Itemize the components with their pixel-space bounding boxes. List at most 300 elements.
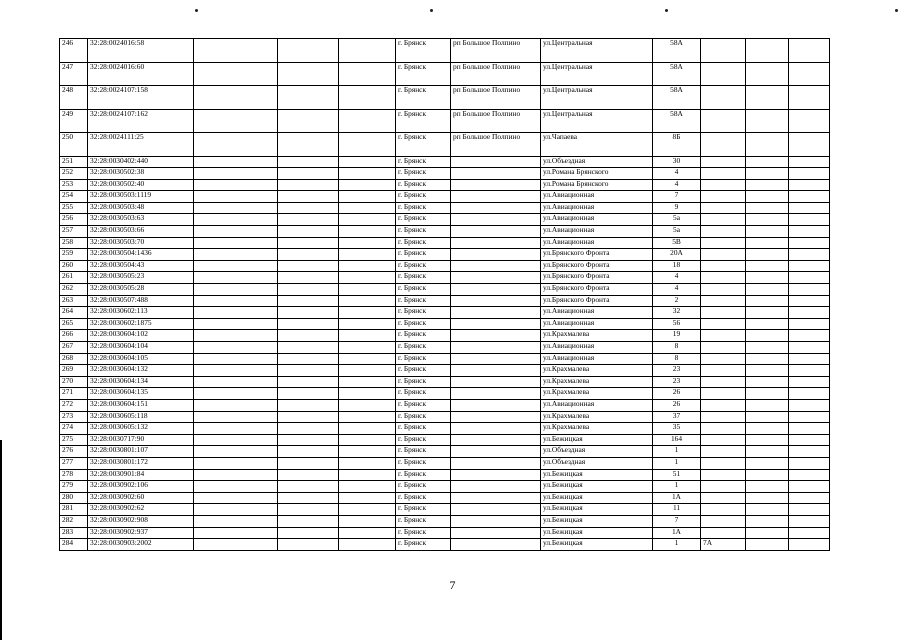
cell-building: [701, 423, 746, 435]
table-row: [60, 156, 830, 168]
table-row: [60, 469, 830, 481]
cell-row-number: 260: [60, 260, 88, 272]
cell-empty: [746, 202, 789, 214]
cell-city: г. Брянск: [396, 202, 451, 214]
page-number: 7: [449, 578, 456, 592]
cell-house: 5а: [653, 214, 701, 226]
cell-city: г. Брянск: [396, 469, 451, 481]
table-row: [60, 434, 830, 446]
cell-row-number: 262: [60, 284, 88, 296]
cell-row-number: 248: [60, 86, 88, 110]
table-row: [60, 492, 830, 504]
cell-empty: [278, 318, 339, 330]
cell-building: [701, 214, 746, 226]
cell-empty: [339, 307, 396, 319]
cell-empty: [194, 539, 278, 551]
cell-empty: [746, 342, 789, 354]
cell-empty: [278, 260, 339, 272]
cell-settlement: [451, 539, 541, 551]
cell-street: ул.Романа Брянского: [541, 179, 653, 191]
cell-row-number: 279: [60, 481, 88, 493]
cell-cadastral-number: 32:28:0030402:440: [88, 156, 194, 168]
cell-empty: [194, 469, 278, 481]
cell-house: 7: [653, 191, 701, 203]
cell-empty: [746, 62, 789, 86]
cell-empty: [339, 249, 396, 261]
cell-empty: [194, 237, 278, 249]
cell-empty: [339, 284, 396, 296]
cell-street: ул.Бежицкая: [541, 515, 653, 527]
cell-empty: [278, 295, 339, 307]
cell-empty: [194, 353, 278, 365]
cell-empty: [278, 202, 339, 214]
cell-empty: [194, 481, 278, 493]
cell-empty: [339, 492, 396, 504]
cell-empty: [789, 179, 830, 191]
cell-empty: [789, 434, 830, 446]
table-row: [60, 133, 830, 157]
cell-house: 7: [653, 515, 701, 527]
table-row: [60, 62, 830, 86]
cell-city: г. Брянск: [396, 109, 451, 133]
cell-city: г. Брянск: [396, 515, 451, 527]
cell-empty: [789, 399, 830, 411]
cell-empty: [339, 539, 396, 551]
cell-building: [701, 388, 746, 400]
cell-cadastral-number: 32:28:0030505:28: [88, 284, 194, 296]
cell-empty: [194, 284, 278, 296]
cell-empty: [789, 388, 830, 400]
cell-empty: [278, 423, 339, 435]
cell-city: г. Брянск: [396, 434, 451, 446]
cell-empty: [789, 353, 830, 365]
cell-empty: [789, 376, 830, 388]
cell-empty: [339, 179, 396, 191]
cell-empty: [278, 237, 339, 249]
cell-settlement: [451, 504, 541, 516]
cell-empty: [194, 434, 278, 446]
cell-row-number: 277: [60, 457, 88, 469]
cell-empty: [278, 365, 339, 377]
cell-row-number: 253: [60, 179, 88, 191]
cell-empty: [194, 295, 278, 307]
cell-empty: [278, 307, 339, 319]
cell-empty: [194, 39, 278, 63]
cell-settlement: [451, 342, 541, 354]
cell-empty: [789, 457, 830, 469]
table-row: [60, 365, 830, 377]
cell-city: г. Брянск: [396, 39, 451, 63]
cell-empty: [746, 353, 789, 365]
cell-empty: [746, 388, 789, 400]
cell-empty: [278, 39, 339, 63]
table-row: [60, 179, 830, 191]
cell-city: г. Брянск: [396, 527, 451, 539]
cell-city: г. Брянск: [396, 179, 451, 191]
cell-empty: [194, 86, 278, 110]
cell-building: [701, 202, 746, 214]
cell-cadastral-number: 32:28:0030503:48: [88, 202, 194, 214]
cell-building: [701, 284, 746, 296]
cell-building: [701, 434, 746, 446]
cell-empty: [789, 284, 830, 296]
cell-cadastral-number: 32:28:0030901:84: [88, 469, 194, 481]
table-row: [60, 388, 830, 400]
cell-settlement: [451, 272, 541, 284]
cell-empty: [746, 284, 789, 296]
cell-empty: [746, 168, 789, 180]
cell-empty: [789, 237, 830, 249]
cell-row-number: 254: [60, 191, 88, 203]
cell-empty: [194, 446, 278, 458]
cell-street: ул.Авиационная: [541, 353, 653, 365]
cell-house: 1А: [653, 492, 701, 504]
cell-empty: [278, 446, 339, 458]
cell-empty: [789, 39, 830, 63]
cell-street: ул.Чапаева: [541, 133, 653, 157]
cell-row-number: 255: [60, 202, 88, 214]
cell-settlement: [451, 307, 541, 319]
cell-row-number: 280: [60, 492, 88, 504]
cell-empty: [339, 399, 396, 411]
cell-street: ул.Авиационная: [541, 191, 653, 203]
cell-empty: [278, 284, 339, 296]
cell-row-number: 278: [60, 469, 88, 481]
cell-row-number: 257: [60, 226, 88, 238]
cell-row-number: 252: [60, 168, 88, 180]
cell-city: г. Брянск: [396, 492, 451, 504]
cell-city: г. Брянск: [396, 318, 451, 330]
cell-city: г. Брянск: [396, 353, 451, 365]
cell-row-number: 267: [60, 342, 88, 354]
cell-empty: [194, 388, 278, 400]
cell-house: 26: [653, 388, 701, 400]
cell-city: г. Брянск: [396, 504, 451, 516]
cell-empty: [789, 226, 830, 238]
cell-row-number: 266: [60, 330, 88, 342]
cell-empty: [789, 156, 830, 168]
cell-empty: [789, 330, 830, 342]
table-row: [60, 446, 830, 458]
cell-settlement: [451, 202, 541, 214]
cell-building: [701, 168, 746, 180]
cell-row-number: 259: [60, 249, 88, 261]
cell-empty: [339, 527, 396, 539]
cell-empty: [278, 62, 339, 86]
cell-empty: [339, 457, 396, 469]
cell-house: 8: [653, 342, 701, 354]
cell-city: г. Брянск: [396, 133, 451, 157]
cell-cadastral-number: 32:28:0030801:107: [88, 446, 194, 458]
cell-settlement: [451, 399, 541, 411]
table-row: [60, 39, 830, 63]
cell-cadastral-number: 32:28:0030605:118: [88, 411, 194, 423]
cell-empty: [278, 376, 339, 388]
cell-empty: [789, 295, 830, 307]
cell-empty: [278, 272, 339, 284]
cell-settlement: рп Большое Полпино: [451, 62, 541, 86]
cell-empty: [339, 342, 396, 354]
cell-empty: [789, 86, 830, 110]
table-row: [60, 527, 830, 539]
table-row: [60, 191, 830, 203]
cell-house: 8Б: [653, 133, 701, 157]
cell-street: ул.Объездная: [541, 156, 653, 168]
cell-house: 18: [653, 260, 701, 272]
cell-empty: [339, 365, 396, 377]
cell-house: 4: [653, 272, 701, 284]
cell-empty: [746, 214, 789, 226]
cell-settlement: [451, 388, 541, 400]
cell-empty: [339, 226, 396, 238]
cell-city: г. Брянск: [396, 330, 451, 342]
cell-row-number: 282: [60, 515, 88, 527]
cell-house: 5а: [653, 226, 701, 238]
cell-city: г. Брянск: [396, 481, 451, 493]
cell-building: [701, 249, 746, 261]
cell-empty: [194, 249, 278, 261]
table-row: [60, 168, 830, 180]
scan-edge-mark: [0, 440, 2, 640]
cell-house: 164: [653, 434, 701, 446]
cell-settlement: [451, 179, 541, 191]
cell-settlement: [451, 446, 541, 458]
cell-row-number: 249: [60, 109, 88, 133]
cell-settlement: рп Большое Полпино: [451, 39, 541, 63]
table-row: [60, 481, 830, 493]
cell-city: г. Брянск: [396, 156, 451, 168]
cell-empty: [339, 423, 396, 435]
cell-street: ул.Авиационная: [541, 237, 653, 249]
cell-building: [701, 318, 746, 330]
table-row: [60, 539, 830, 551]
cell-empty: [278, 481, 339, 493]
cell-cadastral-number: 32:28:0030505:23: [88, 272, 194, 284]
cell-street: ул.Крахмалева: [541, 365, 653, 377]
cell-empty: [789, 411, 830, 423]
cell-empty: [789, 272, 830, 284]
cell-empty: [278, 179, 339, 191]
cell-building: [701, 492, 746, 504]
cell-settlement: [451, 284, 541, 296]
cell-settlement: [451, 515, 541, 527]
table-body: [60, 39, 830, 551]
cell-city: г. Брянск: [396, 272, 451, 284]
cell-empty: [194, 342, 278, 354]
cell-cadastral-number: 32:28:0024107:162: [88, 109, 194, 133]
cell-cadastral-number: 32:28:0030502:38: [88, 168, 194, 180]
cell-empty: [194, 179, 278, 191]
cell-settlement: [451, 295, 541, 307]
cell-empty: [746, 527, 789, 539]
cell-building: [701, 86, 746, 110]
cell-settlement: [451, 260, 541, 272]
cell-row-number: 283: [60, 527, 88, 539]
cell-house: 1: [653, 446, 701, 458]
cell-empty: [194, 504, 278, 516]
cell-street: ул.Авиационная: [541, 342, 653, 354]
cell-street: ул.Брянского Фронта: [541, 272, 653, 284]
cell-row-number: 268: [60, 353, 88, 365]
cell-row-number: 256: [60, 214, 88, 226]
cell-empty: [789, 191, 830, 203]
cell-city: г. Брянск: [396, 191, 451, 203]
cell-empty: [746, 39, 789, 63]
cell-cadastral-number: 32:28:0030504:43: [88, 260, 194, 272]
cell-empty: [339, 133, 396, 157]
table-row: [60, 423, 830, 435]
cell-city: г. Брянск: [396, 62, 451, 86]
cell-cadastral-number: 32:28:0030605:132: [88, 423, 194, 435]
cell-street: ул.Романа Брянского: [541, 168, 653, 180]
table-row: [60, 86, 830, 110]
cell-empty: [746, 330, 789, 342]
cell-empty: [789, 62, 830, 86]
cell-building: [701, 109, 746, 133]
cell-empty: [194, 376, 278, 388]
cell-street: ул.Крахмалева: [541, 330, 653, 342]
cell-building: [701, 179, 746, 191]
cell-row-number: 269: [60, 365, 88, 377]
cell-empty: [789, 168, 830, 180]
cell-empty: [746, 457, 789, 469]
cell-empty: [278, 399, 339, 411]
cell-settlement: [451, 457, 541, 469]
cell-cadastral-number: 32:28:0030801:172: [88, 457, 194, 469]
cell-house: 19: [653, 330, 701, 342]
cell-empty: [789, 527, 830, 539]
cell-row-number: 272: [60, 399, 88, 411]
cell-empty: [746, 272, 789, 284]
cell-city: г. Брянск: [396, 423, 451, 435]
cell-settlement: [451, 191, 541, 203]
cell-settlement: [451, 168, 541, 180]
cell-city: г. Брянск: [396, 249, 451, 261]
cell-city: г. Брянск: [396, 214, 451, 226]
table-row: [60, 202, 830, 214]
cell-empty: [278, 388, 339, 400]
cell-empty: [278, 156, 339, 168]
cell-house: 58А: [653, 86, 701, 110]
cell-empty: [746, 260, 789, 272]
cell-empty: [789, 214, 830, 226]
table-row: [60, 307, 830, 319]
cell-building: [701, 62, 746, 86]
cell-street: ул.Бежицкая: [541, 539, 653, 551]
cell-empty: [746, 109, 789, 133]
cell-empty: [194, 307, 278, 319]
cell-city: г. Брянск: [396, 376, 451, 388]
cell-empty: [278, 527, 339, 539]
cell-empty: [746, 133, 789, 157]
cell-empty: [194, 168, 278, 180]
cell-cadastral-number: 32:28:0030503:63: [88, 214, 194, 226]
cell-settlement: рп Большое Полпино: [451, 109, 541, 133]
cell-building: [701, 307, 746, 319]
cell-empty: [278, 133, 339, 157]
cell-street: ул.Авиационная: [541, 214, 653, 226]
cell-house: 1: [653, 457, 701, 469]
cell-settlement: [451, 423, 541, 435]
cell-empty: [746, 446, 789, 458]
table-row: [60, 504, 830, 516]
cell-settlement: [451, 249, 541, 261]
cell-cadastral-number: 32:28:0030602:113: [88, 307, 194, 319]
cell-empty: [339, 191, 396, 203]
cell-building: [701, 365, 746, 377]
cell-building: [701, 411, 746, 423]
cell-empty: [278, 492, 339, 504]
cell-settlement: [451, 330, 541, 342]
cell-empty: [339, 62, 396, 86]
cell-street: ул.Объездная: [541, 457, 653, 469]
scan-dot: [195, 9, 198, 12]
cell-cadastral-number: 32:28:0030604:104: [88, 342, 194, 354]
cell-empty: [789, 515, 830, 527]
table-row: [60, 318, 830, 330]
cell-row-number: 264: [60, 307, 88, 319]
cell-empty: [194, 330, 278, 342]
cell-house: 56: [653, 318, 701, 330]
cell-row-number: 274: [60, 423, 88, 435]
cell-building: [701, 237, 746, 249]
cell-empty: [339, 202, 396, 214]
cell-empty: [746, 318, 789, 330]
cell-cadastral-number: 32:28:0030503:70: [88, 237, 194, 249]
cell-empty: [746, 469, 789, 481]
cell-street: ул.Бежицкая: [541, 504, 653, 516]
cell-empty: [789, 365, 830, 377]
cell-cadastral-number: 32:28:0030502:40: [88, 179, 194, 191]
cell-empty: [278, 86, 339, 110]
cell-house: 4: [653, 284, 701, 296]
cell-building: [701, 226, 746, 238]
cell-row-number: 270: [60, 376, 88, 388]
cell-empty: [194, 202, 278, 214]
cell-street: ул.Крахмалева: [541, 411, 653, 423]
cell-house: 9: [653, 202, 701, 214]
cell-street: ул.Брянского Фронта: [541, 295, 653, 307]
cell-settlement: [451, 365, 541, 377]
cell-cadastral-number: 32:28:0030503:66: [88, 226, 194, 238]
cell-cadastral-number: 32:28:0030507:488: [88, 295, 194, 307]
cell-city: г. Брянск: [396, 284, 451, 296]
table-row: [60, 376, 830, 388]
cell-street: ул.Авиационная: [541, 399, 653, 411]
cell-empty: [339, 376, 396, 388]
cell-house: 11: [653, 504, 701, 516]
cell-city: г. Брянск: [396, 168, 451, 180]
cell-empty: [746, 411, 789, 423]
cell-empty: [789, 504, 830, 516]
cell-cadastral-number: 32:28:0030717:90: [88, 434, 194, 446]
cell-street: ул.Центральная: [541, 109, 653, 133]
cell-cadastral-number: 32:28:0024107:158: [88, 86, 194, 110]
cell-settlement: [451, 214, 541, 226]
cell-cadastral-number: 32:28:0030903:2002: [88, 539, 194, 551]
cell-empty: [339, 168, 396, 180]
cell-empty: [339, 156, 396, 168]
cell-city: г. Брянск: [396, 539, 451, 551]
cell-cadastral-number: 32:28:0030503:1119: [88, 191, 194, 203]
cell-street: ул.Бежицкая: [541, 469, 653, 481]
cell-empty: [194, 527, 278, 539]
cell-street: ул.Бежицкая: [541, 481, 653, 493]
table-row: [60, 109, 830, 133]
cell-empty: [789, 446, 830, 458]
cell-street: ул.Брянского Фронта: [541, 260, 653, 272]
cell-empty: [339, 39, 396, 63]
